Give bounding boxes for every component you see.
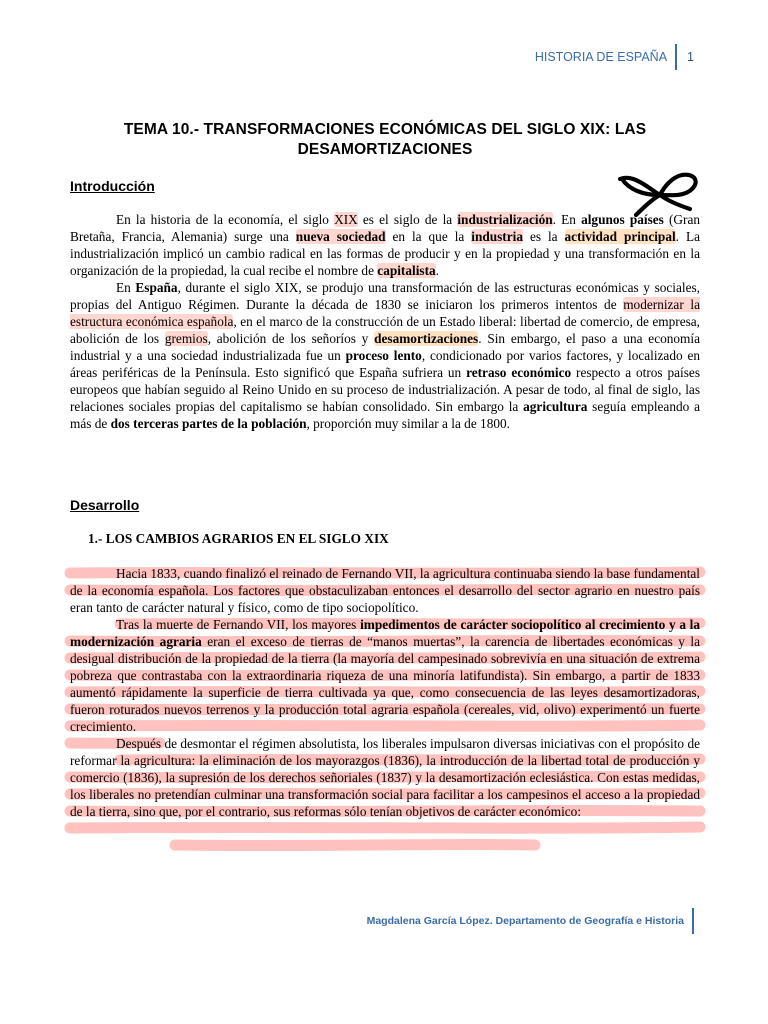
development-paragraph-2 bbox=[70, 616, 700, 735]
text-run: dos terceras partes de la población bbox=[110, 416, 307, 431]
text-run: , en el marco de la construcción de un Estado liberal: libertad de comercio, de empresa, abolición de los bbox=[70, 314, 700, 346]
text-run: (Gran Bretaña, Francia, Alemania) surge una bbox=[70, 212, 700, 244]
text-run: , durante el siglo XIX, se produjo una transformación de las estructuras económicas y sociales, propias del Antiguo Régimen. Durante la década de 1830 se iniciaron los primeros intentos de bbox=[70, 280, 700, 312]
footer-divider bbox=[692, 908, 694, 934]
intro-paragraph-1 bbox=[70, 211, 700, 279]
intro-heading: Introducción bbox=[70, 178, 155, 194]
text-run: , condicionado por varios factores, y localizado en áreas periféricas de la Península. Esto significó que España sufriera un bbox=[70, 348, 701, 380]
footer-author: Magdalena García López. Departamento de Geografía e Historia bbox=[366, 915, 684, 927]
text-run: agricultura bbox=[523, 399, 588, 414]
text-run: España bbox=[135, 280, 178, 295]
text-run: En bbox=[116, 280, 136, 295]
text-run: eran el exceso de tierras de “manos muertas”, la carencia de libertades económicas y la desigual distribución de la propiedad de la tierra (la mayoría del campesinado sobrevivía en una situación de extrema pobreza que contrastaba con la extraordinaria riqueza de una minoría latifundista). Sin embargo, a partir de 1833 aumentó rápidamente la superficie de tierra cultivada ya que, como consecuencia de las leyes desamortizadoras, fueron roturados nuevos terrenos y la producción total agraria española (cereales, vid, olivo) experimentó un fuerte crecimiento. bbox=[70, 634, 700, 734]
text-run: En la historia de la economía, el siglo bbox=[116, 212, 335, 227]
text-run: XIX bbox=[334, 212, 358, 227]
text-run: en la que la bbox=[385, 229, 472, 244]
text-run: . La industrialización implicó un cambio radical en las formas de producir y en la propiedad y una transformación en la organización de la propiedad, la cual recibe el nombre de bbox=[70, 229, 700, 278]
text-run: nueva sociedad bbox=[295, 229, 386, 244]
text-run: gremios bbox=[164, 331, 208, 346]
page-footer bbox=[367, 908, 694, 934]
text-run: algunos países bbox=[581, 212, 664, 227]
text-run: seguía empleando a más de bbox=[70, 399, 700, 431]
marker-line bbox=[175, 844, 535, 845]
text-run: impedimentos de carácter sociopolítico al crecimiento y a la modernización agraria bbox=[70, 617, 700, 649]
title-line-2: DESAMORTIZACIONES bbox=[297, 141, 473, 158]
development-heading: Desarrollo bbox=[70, 497, 140, 513]
text-run: es el siglo de la bbox=[357, 212, 458, 227]
text-run: proceso lento bbox=[345, 348, 422, 363]
intro-paragraph-2 bbox=[70, 279, 700, 432]
page-header bbox=[535, 44, 694, 70]
text-run: capitalista bbox=[377, 263, 436, 278]
section-1-title: 1.- LOS CAMBIOS AGRARIOS EN EL SIGLO XIX bbox=[88, 531, 389, 546]
marker-line bbox=[70, 827, 700, 828]
text-run: . En bbox=[552, 212, 582, 227]
page-number: 1 bbox=[687, 50, 694, 64]
text-run: industrialización bbox=[457, 212, 553, 227]
text-run: , abolición de los señoríos y bbox=[207, 331, 375, 346]
text-run: . Sin embargo, el paso a una economía industrial y a una sociedad industrializada fue un bbox=[70, 331, 700, 363]
text-run: modernizar la estructura económica española bbox=[70, 297, 700, 329]
document-title bbox=[70, 120, 700, 160]
text-run: retraso económico bbox=[466, 365, 572, 380]
text-run: es la bbox=[522, 229, 565, 244]
text-run: industria bbox=[471, 229, 523, 244]
development-paragraph-3: Después de desmontar el régimen absolutista, los liberales impulsaron diversas iniciativas con el propósito de reformar la agricultura: la eliminación de los mayorazgos (1836), la introducción de la libertad total de producción y comercio (1836), la supresión de los derechos señoriales (1837) y la desamortización eclesiástica. Con estas medidas, los liberales no pretendían culminar una transformación social para facilitar a los campesinos el acceso a la propiedad de la tierra, sino que, por el contrario, sus reformas sólo tenían objetivos de carácter económico: bbox=[70, 736, 700, 819]
text-run: . bbox=[435, 263, 439, 278]
text-run: actividad principal bbox=[564, 229, 676, 244]
header-divider bbox=[675, 44, 677, 70]
text-run: respecto a otros países europeos que habían seguido al Reino Unido en su proceso de industrialización. A pesar de todo, al final de siglo, las relaciones sociales propias del capitalismo se habían consolidado. Sin embargo la bbox=[70, 365, 700, 414]
development-paragraph-1: Hacia 1833, cuando finalizó el reinado de Fernando VII, la agricultura continuaba siendo la base fundamental de la economía española. Los factores que obstaculizaban entonces el desarrollo del sector agrario en nuestro país eran tanto de carácter natural y físico, como de tipo sociopolítico. bbox=[70, 566, 700, 615]
text-run: Tras la muerte de Fernando VII, los mayores bbox=[116, 617, 361, 632]
title-line-1: TEMA 10.- TRANSFORMACIONES ECONÓMICAS DEL SIGLO XIX: LAS bbox=[123, 121, 647, 138]
development-body bbox=[70, 565, 700, 820]
text-run: , proporción muy similar a la de 1800. bbox=[306, 416, 510, 431]
intro-body bbox=[70, 211, 700, 432]
text-run: desamortizaciones bbox=[374, 331, 479, 346]
header-title: HISTORIA DE ESPAÑA bbox=[534, 50, 668, 64]
